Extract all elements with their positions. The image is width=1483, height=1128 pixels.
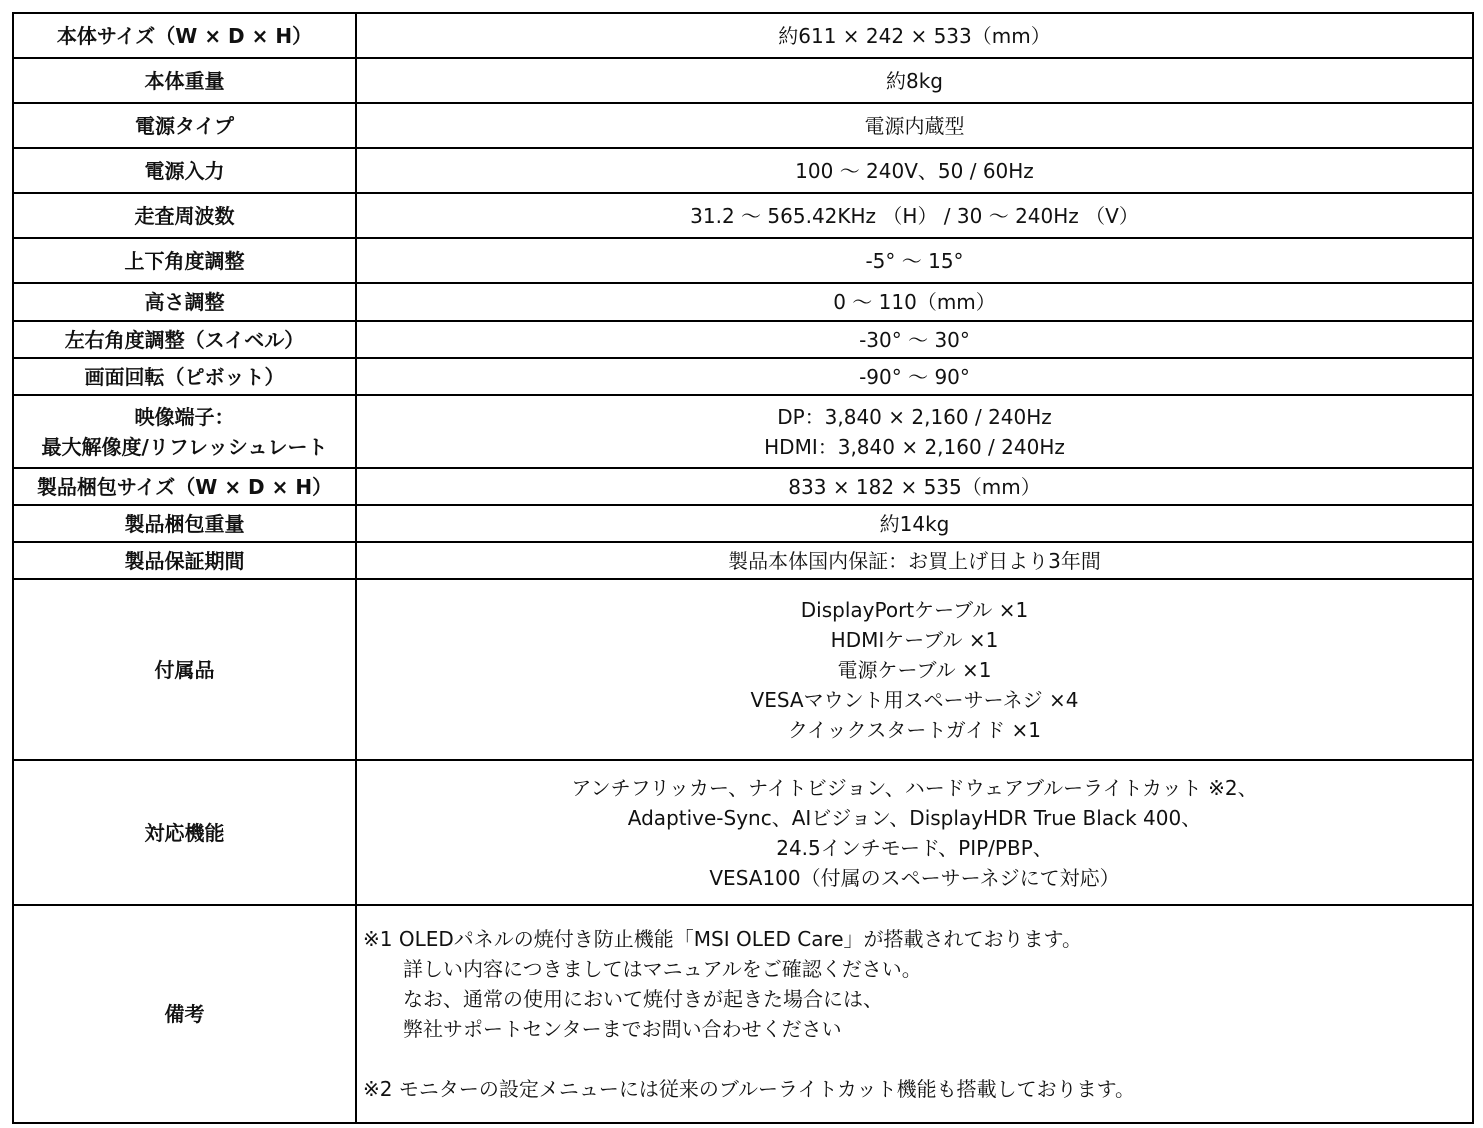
table-row	[13, 321, 1473, 358]
row-value: 833 × 182 × 535（mm）	[356, 468, 1473, 505]
accessory-item: VESAマウント用スペーサーネジ ×4	[750, 687, 1079, 712]
spacer	[363, 1044, 1466, 1074]
feature-line: Adaptive-Sync、AIビジョン、DisplayHDR True Black 400、	[627, 805, 1202, 830]
row-label: 高さ調整	[13, 283, 356, 321]
notes-cell	[356, 905, 1473, 1123]
spec-table	[12, 12, 1474, 1124]
row-label: 電源タイプ	[13, 103, 356, 148]
table-row	[13, 358, 1473, 395]
table-row	[13, 13, 1473, 58]
accessory-item: クイックスタートガイド ×1	[787, 717, 1042, 742]
row-label: 付属品	[13, 579, 356, 760]
table-row	[13, 193, 1473, 238]
row-value: -30° ～ 30°	[356, 321, 1473, 358]
table-row	[13, 283, 1473, 321]
row-value: 0 ～ 110（mm）	[356, 283, 1473, 321]
table-row	[13, 238, 1473, 283]
row-value: 31.2 ～ 565.42KHz （H） / 30 ～ 240Hz （V）	[356, 193, 1473, 238]
value-line: HDMI：3,840 × 2,160 / 240Hz	[764, 434, 1065, 459]
table-row	[13, 760, 1473, 905]
row-value: 約14kg	[356, 505, 1473, 542]
row-value: 約611 × 242 × 533（mm）	[356, 13, 1473, 58]
row-label: 本体重量	[13, 58, 356, 103]
table-row	[13, 103, 1473, 148]
feature-line: VESA100（付属のスペーサーネジにて対応）	[709, 865, 1120, 890]
row-label: 左右角度調整（スイベル）	[13, 321, 356, 358]
note-1: ※1 OLEDパネルの焼付き防止機能「MSI OLED Care」が搭載されております。	[363, 927, 1082, 951]
row-label: 上下角度調整	[13, 238, 356, 283]
table-row	[13, 58, 1473, 103]
row-label-line: 最大解像度/リフレッシュレート	[41, 434, 328, 459]
row-label-line: 映像端子：	[134, 404, 235, 429]
row-value: 100 ～ 240V、50 / 60Hz	[356, 148, 1473, 193]
note-1-detail: 詳しい内容につきましてはマニュアルをご確認ください。	[403, 957, 922, 981]
table-row	[13, 395, 1473, 468]
accessory-item: 電源ケーブル ×1	[837, 657, 992, 682]
feature-line: 24.5インチモード、PIP/PBP、	[776, 835, 1053, 860]
row-value: 電源内蔵型	[356, 103, 1473, 148]
row-label: 走査周波数	[13, 193, 356, 238]
row-label: 対応機能	[13, 760, 356, 905]
row-label: 製品梱包サイズ（W × D × H）	[13, 468, 356, 505]
row-label: 備考	[13, 905, 356, 1123]
table-row	[13, 505, 1473, 542]
feature-line: アンチフリッカー、ナイトビジョン、ハードウェアブルーライトカット ※2、	[571, 775, 1258, 800]
table-row	[13, 542, 1473, 579]
accessory-item: DisplayPortケーブル ×1	[800, 597, 1029, 622]
row-value: 約8kg	[356, 58, 1473, 103]
row-value	[356, 395, 1473, 468]
row-label: 画面回転（ピボット）	[13, 358, 356, 395]
row-label: 電源入力	[13, 148, 356, 193]
value-line: DP：3,840 × 2,160 / 240Hz	[777, 404, 1052, 429]
row-value	[356, 760, 1473, 905]
note-2: ※2 モニターの設定メニューには従来のブルーライトカット機能も搭載しております。	[363, 1077, 1136, 1101]
row-value	[356, 579, 1473, 760]
table-row	[13, 905, 1473, 1123]
note-1-detail: なお、通常の使用において焼付きが起きた場合には、	[403, 987, 883, 1011]
row-label: 本体サイズ（W × D × H）	[13, 13, 356, 58]
row-value: 製品本体国内保証：お買上げ日より3年間	[356, 542, 1473, 579]
row-value: -90° ～ 90°	[356, 358, 1473, 395]
note-1-detail: 弊社サポートセンターまでお問い合わせください	[403, 1017, 842, 1041]
accessory-item: HDMIケーブル ×1	[830, 627, 999, 652]
table-row	[13, 468, 1473, 505]
row-label: 製品保証期間	[13, 542, 356, 579]
row-value: -5° ～ 15°	[356, 238, 1473, 283]
table-row	[13, 579, 1473, 760]
table-row	[13, 148, 1473, 193]
row-label	[13, 395, 356, 468]
row-label: 製品梱包重量	[13, 505, 356, 542]
